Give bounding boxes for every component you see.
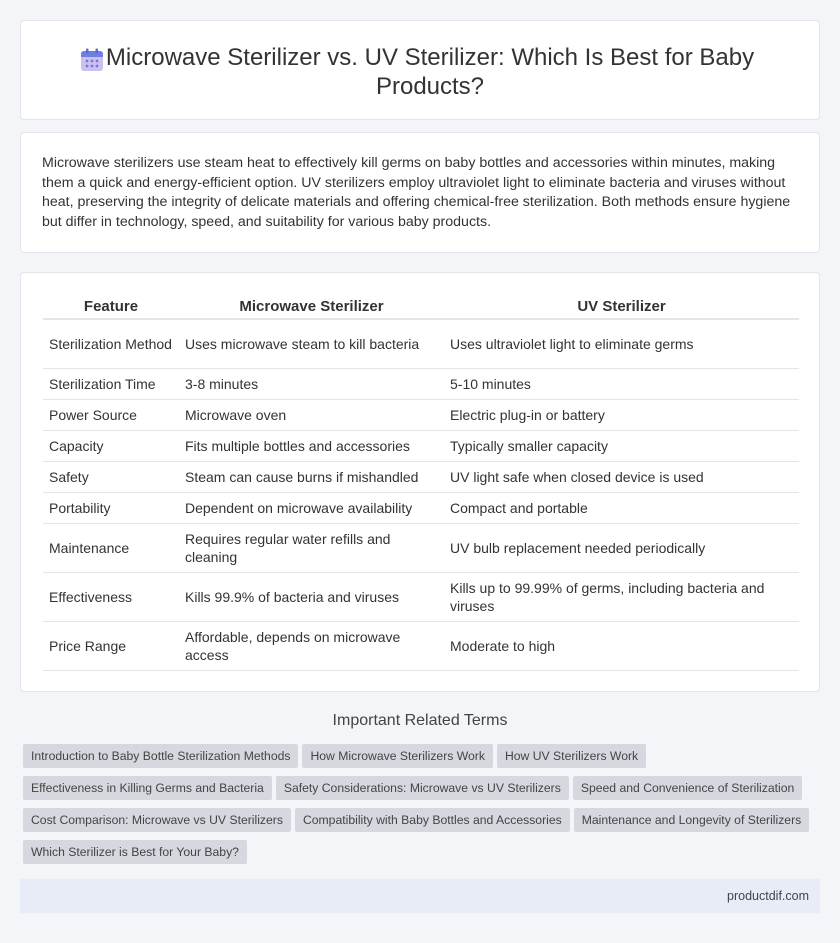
- feature-cell: Safety: [43, 461, 179, 492]
- header-feature: Feature: [43, 291, 179, 319]
- microwave-cell: Uses microwave steam to kill bacteria: [179, 319, 444, 368]
- feature-cell: Price Range: [43, 621, 179, 670]
- tag-row: [23, 744, 650, 768]
- table-row: [43, 430, 799, 461]
- tag-row: [23, 776, 806, 800]
- table-row: [43, 368, 799, 399]
- related-term-tag[interactable]: Maintenance and Longevity of Sterilizers: [574, 808, 810, 832]
- table-row: [43, 399, 799, 430]
- footer-site-link[interactable]: productdif.com: [727, 889, 809, 903]
- header-uv: UV Sterilizer: [444, 291, 799, 319]
- table-row: [43, 461, 799, 492]
- footer: [20, 879, 820, 913]
- related-term-tag[interactable]: Speed and Convenience of Sterilization: [573, 776, 802, 800]
- related-term-tag[interactable]: How UV Sterilizers Work: [497, 744, 646, 768]
- microwave-cell: 3-8 minutes: [179, 368, 444, 399]
- microwave-cell: Dependent on microwave availability: [179, 492, 444, 523]
- feature-cell: Effectiveness: [43, 572, 179, 621]
- related-term-tag[interactable]: Introduction to Baby Bottle Sterilization Methods: [23, 744, 298, 768]
- uv-cell: UV light safe when closed device is used: [444, 461, 799, 492]
- feature-cell: Portability: [43, 492, 179, 523]
- microwave-cell: Kills 99.9% of bacteria and viruses: [179, 572, 444, 621]
- uv-cell: Typically smaller capacity: [444, 430, 799, 461]
- comparison-table-card: [20, 272, 820, 692]
- microwave-cell: Requires regular water refills and cleaning: [179, 523, 444, 572]
- microwave-cell: Fits multiple bottles and accessories: [179, 430, 444, 461]
- table-row: [43, 319, 799, 368]
- page-title: Microwave Sterilizer vs. UV Sterilizer: Which Is Best for Baby Products?: [105, 44, 755, 100]
- related-term-tag[interactable]: Cost Comparison: Microwave vs UV Sterilizers: [23, 808, 291, 832]
- uv-cell: Uses ultraviolet light to eliminate germs: [444, 319, 799, 368]
- uv-cell: 5-10 minutes: [444, 368, 799, 399]
- related-term-tag[interactable]: How Microwave Sterilizers Work: [302, 744, 493, 768]
- uv-cell: Kills up to 99.99% of germs, including bacteria and viruses: [444, 572, 799, 621]
- feature-cell: Sterilization Time: [43, 368, 179, 399]
- feature-cell: Capacity: [43, 430, 179, 461]
- header-card: [20, 20, 820, 120]
- intro-card: [20, 132, 820, 253]
- table-row: [43, 572, 799, 621]
- intro-paragraph: Microwave sterilizers use steam heat to effectively kill germs on baby bottles and accessories within minutes, making them a quick and energy-efficient option. UV sterilizers employ ultraviolet light to eliminate bacteria and viruses without heat, preserving the integrity of delicate materials and offering chemical-free sterilization. Both methods ensure hygiene but differ in technology, speed, and suitability for various baby products.: [42, 155, 791, 230]
- microwave-cell: Microwave oven: [179, 399, 444, 430]
- tag-row: [23, 840, 251, 864]
- tag-row: [23, 808, 813, 832]
- uv-cell: Compact and portable: [444, 492, 799, 523]
- related-terms-heading: Important Related Terms: [332, 712, 508, 729]
- related-term-tag[interactable]: Effectiveness in Killing Germs and Bacteria: [23, 776, 272, 800]
- uv-cell: Electric plug-in or battery: [444, 399, 799, 430]
- microwave-cell: Affordable, depends on microwave access: [179, 621, 444, 670]
- related-term-tag[interactable]: Safety Considerations: Microwave vs UV Sterilizers: [276, 776, 569, 800]
- uv-cell: Moderate to high: [444, 621, 799, 670]
- comparison-table: [43, 291, 799, 671]
- table-row: [43, 621, 799, 670]
- feature-cell: Power Source: [43, 399, 179, 430]
- table-header-row: [43, 291, 799, 319]
- header-microwave: Microwave Sterilizer: [179, 291, 444, 319]
- table-row: [43, 492, 799, 523]
- uv-cell: UV bulb replacement needed periodically: [444, 523, 799, 572]
- microwave-cell: Steam can cause burns if mishandled: [179, 461, 444, 492]
- feature-cell: Maintenance: [43, 523, 179, 572]
- feature-cell: Sterilization Method: [43, 319, 179, 368]
- table-row: [43, 523, 799, 572]
- related-term-tag[interactable]: Compatibility with Baby Bottles and Accessories: [295, 808, 570, 832]
- related-term-tag[interactable]: Which Sterilizer is Best for Your Baby?: [23, 840, 247, 864]
